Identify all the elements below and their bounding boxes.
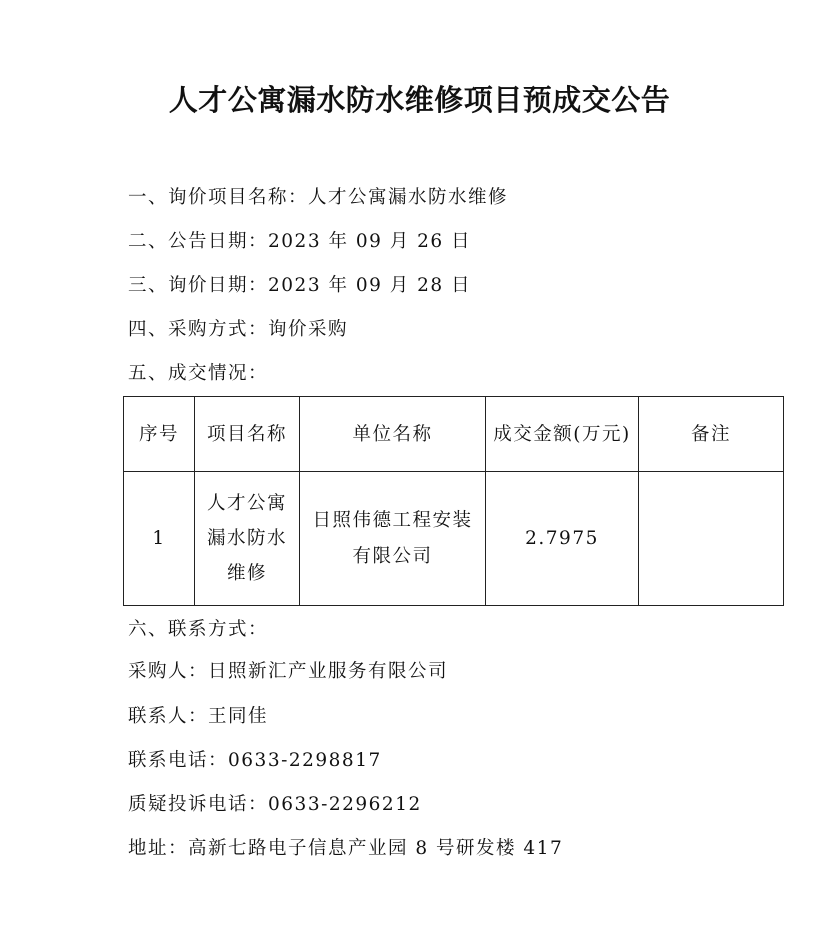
header-unit: 单位名称 <box>300 397 486 472</box>
project-name-line <box>128 186 508 210</box>
header-note: 备注 <box>639 397 784 472</box>
complaint-line <box>128 793 422 817</box>
phone-line <box>128 749 382 773</box>
inquiry-date-value: 2023 年 09 月 28 日 <box>268 275 472 296</box>
deal-heading <box>128 362 268 386</box>
project-name-label: 一、询价项目名称： <box>128 187 309 208</box>
cell-project-text: 人才公寓漏水防水维修 <box>207 493 288 584</box>
contact-heading <box>128 618 268 642</box>
project-name-value: 人才公寓漏水防水维修 <box>308 187 509 208</box>
document-title: 人才公寓漏水防水维修项目预成交公告 <box>168 83 671 117</box>
complaint-label: 质疑投诉电话： <box>128 794 269 815</box>
cell-project <box>195 472 300 606</box>
method-label: 四、采购方式： <box>128 319 269 340</box>
announce-date-line <box>128 230 471 254</box>
phone-value: 0633-2298817 <box>228 750 382 771</box>
cell-note <box>639 472 784 606</box>
deal-table <box>123 396 784 606</box>
cell-amount: 2.7975 <box>486 472 639 606</box>
contact-heading-label: 六、联系方式： <box>128 619 269 640</box>
inquiry-date-label: 三、询价日期： <box>128 275 269 296</box>
method-value: 询价采购 <box>268 319 349 340</box>
cell-unit <box>300 472 486 606</box>
deal-label: 五、成交情况： <box>128 363 269 384</box>
address-label: 地址： <box>128 838 189 859</box>
header-amount: 成交金额(万元) <box>486 397 639 472</box>
cell-index: 1 <box>124 472 195 606</box>
table-row <box>124 472 784 606</box>
deal-table-container <box>123 396 784 606</box>
header-project: 项目名称 <box>195 397 300 472</box>
purchaser-label: 采购人： <box>128 661 209 682</box>
table-header-row <box>124 397 784 472</box>
inquiry-date-line <box>128 274 471 298</box>
cell-unit-text: 日照伟德工程安装有限公司 <box>312 509 473 567</box>
method-line <box>128 318 348 342</box>
address-line <box>128 837 563 861</box>
announce-date-label: 二、公告日期： <box>128 231 269 252</box>
person-label: 联系人： <box>128 706 209 727</box>
person-line <box>128 705 268 729</box>
complaint-value: 0633-2296212 <box>268 794 422 815</box>
purchaser-line <box>128 660 448 684</box>
phone-label: 联系电话： <box>128 750 229 771</box>
announce-date-value: 2023 年 09 月 26 日 <box>268 231 472 252</box>
header-index: 序号 <box>124 397 195 472</box>
address-value: 高新七路电子信息产业园 8 号研发楼 417 <box>188 838 564 859</box>
person-value: 王同佳 <box>208 706 269 727</box>
purchaser-value: 日照新汇产业服务有限公司 <box>208 661 449 682</box>
